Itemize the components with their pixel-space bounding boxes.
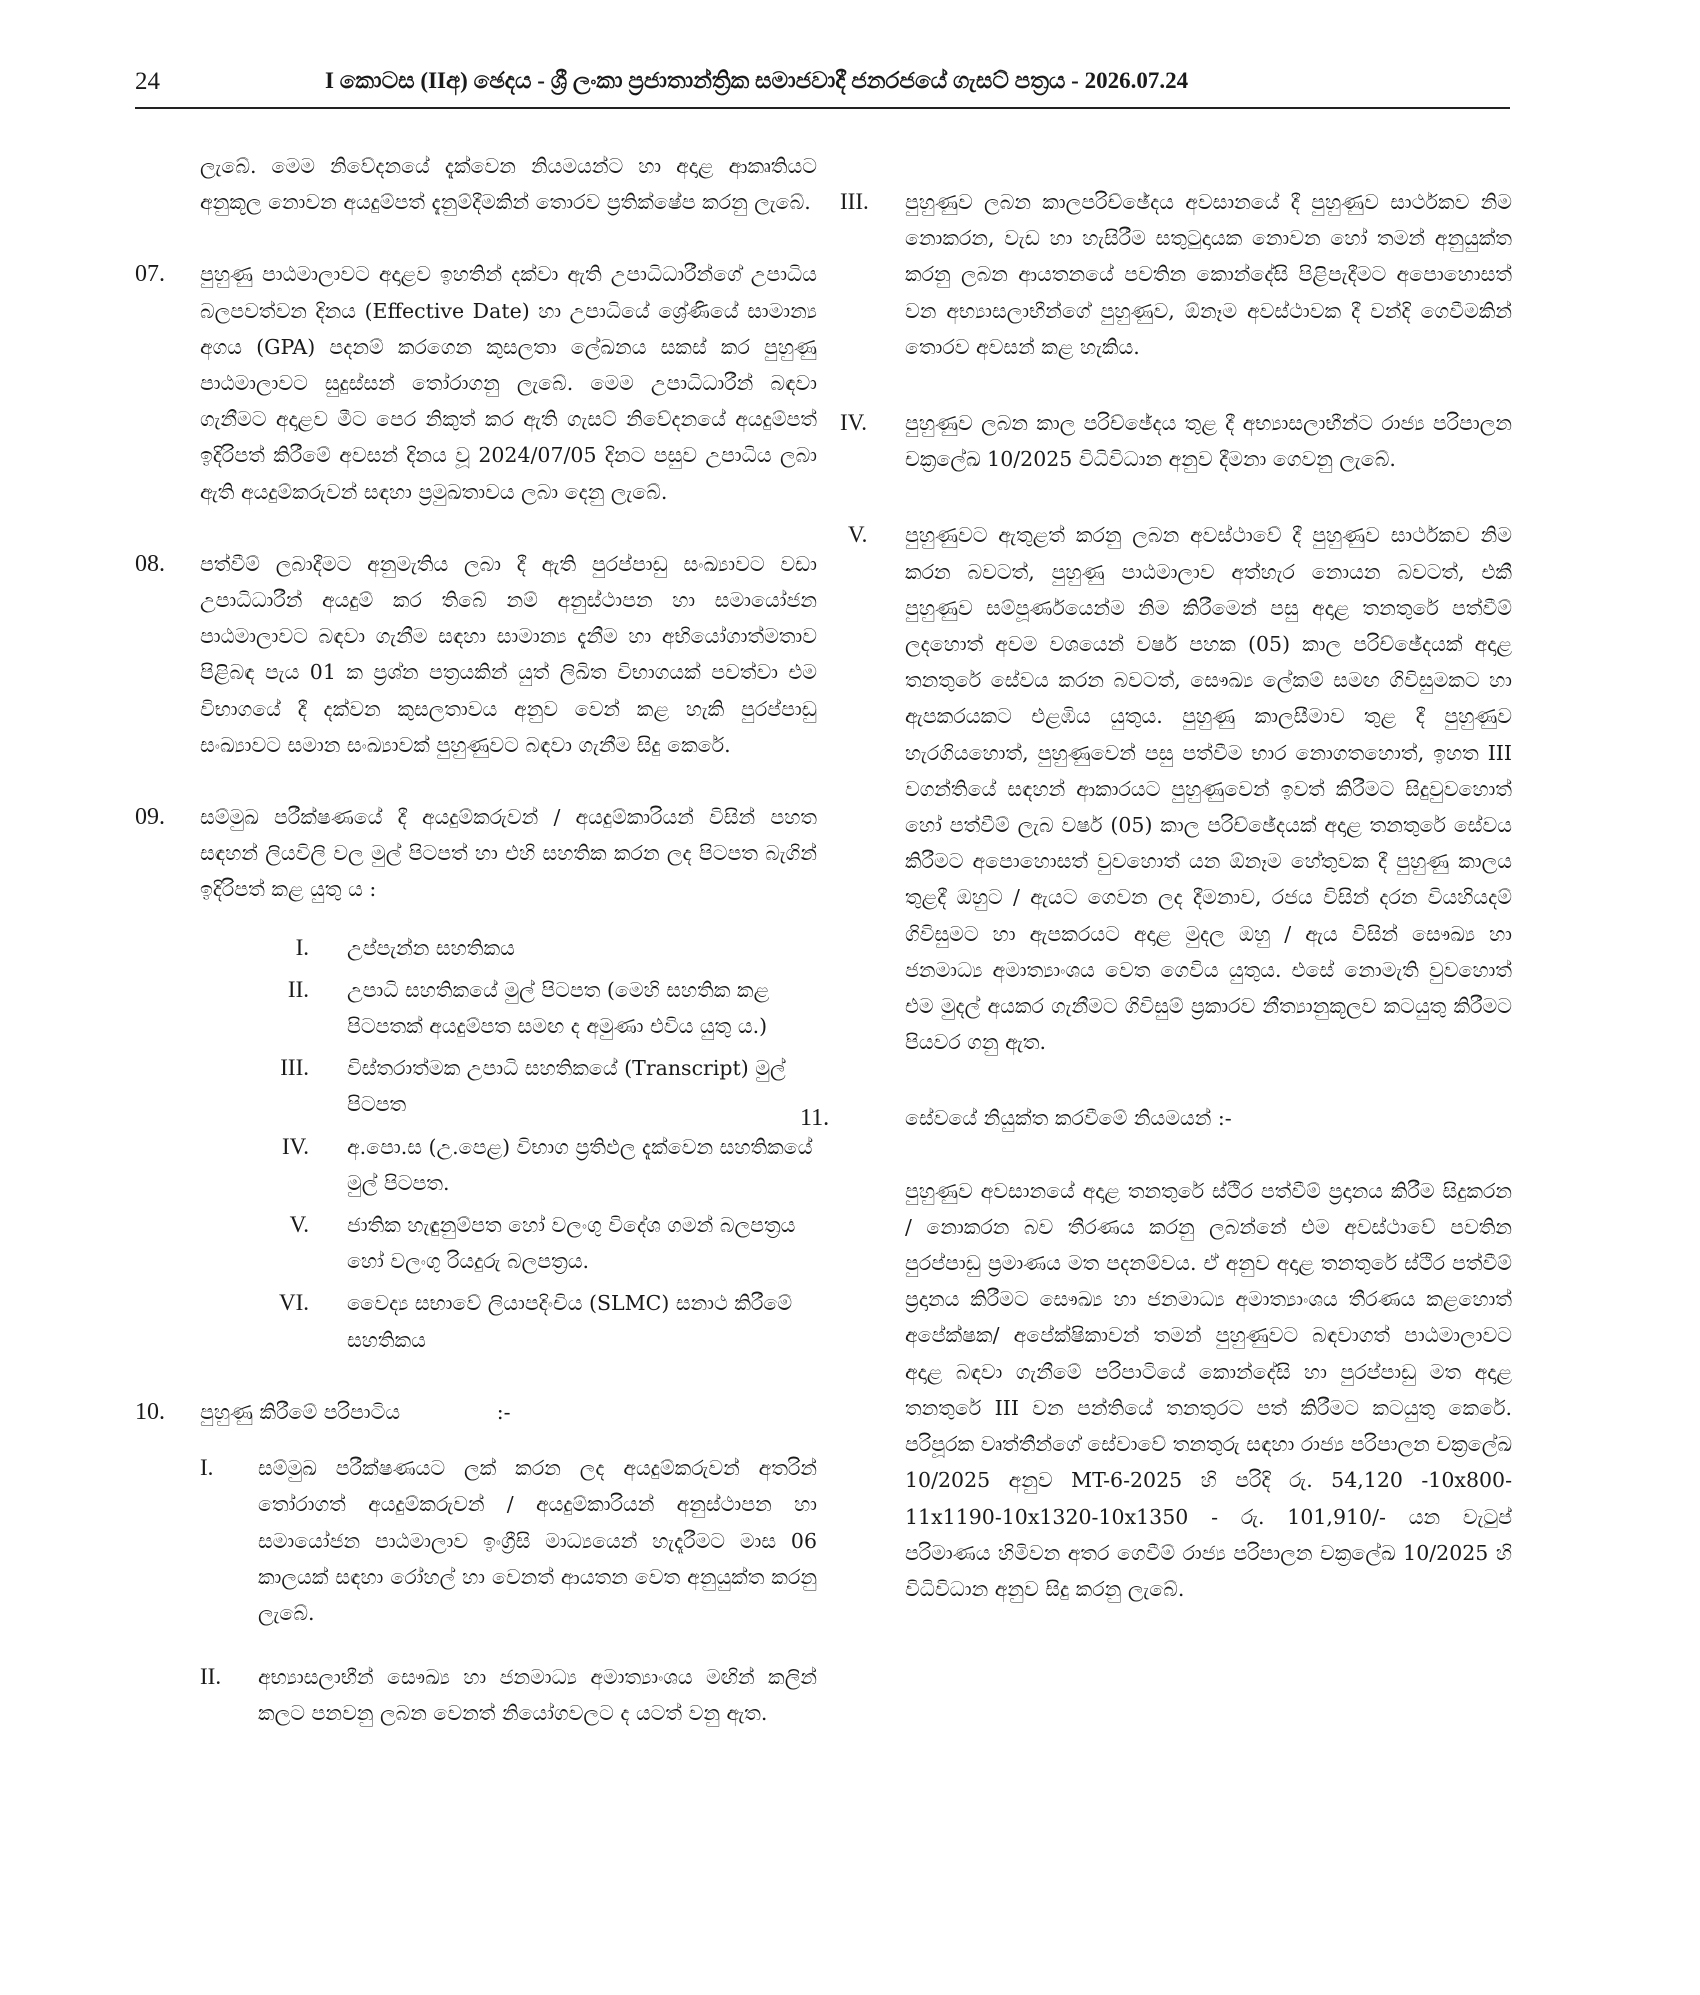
section-text: සම්මුඛ පරීක්ෂණයේ දී අයදුම්කරුවන් / අයදුම්කාරියන් විසින් පහත සඳහන් ලියවිලි වල මුල් පිටපත් හා එහි සහතික කරන ලද පිටපත බැගින් ඉදිරිපත් කළ යුතු ය :: [200, 805, 817, 902]
list-numeral: VI.: [278, 1290, 309, 1316]
section-07: [135, 256, 817, 509]
list-item: [247, 1285, 817, 1357]
clause-v: [840, 517, 1512, 1060]
header-rule: [135, 107, 1510, 109]
list-numeral: III.: [840, 189, 869, 214]
list-numeral: III.: [280, 1055, 309, 1081]
list-text: පුහුණුව ලබන කාලපරිච්ඡේදය අවසානයේ දී පුහුණුව සාර්ථකව නිම නොකරන, වැඩ හා හැසිරීම සතුටුදායක නොවන හෝ තමන් අනුයුක්ත කරනු ලබන ආයතනයේ පවතින කොන්දේසි පිළිපැදීමට අපොහොසත් වන අභ්‍යාසලාභීන්ගේ පුහුණුව, ඕනෑම අවස්ථාවක දී වන්දි ගෙවීමකින් තොරව අවසන් කළ හැකිය.: [905, 190, 1512, 359]
training-procedure-list: [200, 1450, 817, 1731]
list-item: [247, 972, 817, 1044]
section-11: [800, 1100, 1512, 1136]
list-text: ජාතික හැඳුනුම්පත හෝ වලංගු විදේශ ගමන් බලපත්‍රය හෝ වලංගු රියදුරු බලපත්‍රය.: [347, 1213, 796, 1274]
list-item: [247, 1207, 817, 1279]
list-text: අභ්‍යාසලාභීන් සෞඛ්‍ය හා ජනමාධ්‍ය අමාත්‍යාංශය මඟින් කලින් කලට පනවනු ලබන වෙනත් නියෝගවලට ද යටත් වනු ඇත.: [258, 1665, 817, 1726]
section-number: 11.: [800, 1105, 830, 1132]
list-item: [200, 1659, 817, 1731]
section-text: පුහුණු පාඨමාලාවට අදාළව ඉහතින් දක්වා ඇති උපාධිධාරීන්ගේ උපාධිය බලපවත්වන දිනය (Effective Date) හා උපාධියේ ශ්‍රේණියේ සාමාන්‍ය අගය (GPA) පදනම් කරගෙන කුසලතා ලේඛනය සකස් කර පුහුණු පාඨමාලාවට සුදුස්සන් තෝරාගනු ලැබේ. මෙම උපාධිධාරීන් බඳවා ගැනීමට අදාළව මීට පෙර නිකුත් කර ඇති ගැසට් නිවේදනයේ අයදුම්පත් ඉදිරිපත් කිරීමේ අවසන් දිනය වූ 2024/07/05 දිනට පසුව උපාධිය ලබා ඇති අයදුම්කරුවන් සඳහා ප්‍රමුඛතාවය ලබා දෙනු ලැබේ.: [200, 262, 817, 504]
list-text: අ.පො.ස (උ.පෙළ) විභාග ප්‍රතිඵල දැක්වෙන සහතිකයේ මුල් පිටපත.: [347, 1134, 813, 1195]
section-heading: [200, 1394, 817, 1430]
documents-list: [247, 930, 817, 1358]
section-heading-suffix: :-: [496, 1399, 511, 1424]
section-09: [135, 799, 817, 1358]
section-text: පත්වීම් ලබාදීමට අනුමැතිය ලබා දී ඇති පුරප්පාඩු සංඛ්‍යාවට වඩා උපාධිධාරීන් අයදුම් කර තිබේ නම් අනුස්ථාපන හා සමායෝජන පාඨමාලාවට බඳවා ගැනීම සඳහා සාමාන්‍ය දැනීම හා අභියෝගාත්මතාව පිළිබඳ පැය 01 ක ප්‍රශ්න පත්‍රයකින් යුත් ලිඛිත විභාගයක් පවත්වා එම විභාගයේ දී දක්වන කුසලතාවය අනුව වෙන් කළ හැකි පුරප්පාඩු සංඛ්‍යාවට සමාන සංඛ්‍යාවක් පුහුණුවට බඳවා ගැනීම සිදු කෙරේ.: [200, 551, 817, 757]
list-text: උපාධි සහතිකයේ මුල් පිටපත (මෙහි සහතික කළ පිටපතක් අයදුම්පත සමඟ ද අමුණා එවිය යුතු ය.): [347, 977, 770, 1039]
list-text: පුහුණුව ලබන කාල පරිච්ඡේදය තුළ දී අභ්‍යාසලාභීන්ට රාජ්‍ය පරිපාලන චක්‍රලේඛ 10/2025 විධිවිධාන අනුව දීමනා ගෙවනු ලැබේ.: [905, 411, 1512, 472]
right-column: [800, 148, 1512, 1607]
list-numeral: IV.: [281, 1133, 309, 1159]
list-numeral: I.: [200, 1455, 214, 1481]
list-item: [247, 930, 817, 966]
list-numeral: II.: [287, 976, 309, 1002]
list-text: සම්මුඛ පරීක්ෂණයට ලක් කරන ලද අයදුම්කරුවන් අතරින් තෝරාගත් අයදුම්කරුවන් / අයදුම්කාරියන් අනුස්ථාපන හා සමායෝජන පාඨමාලාව ඉංග්‍රීසි මාධ්‍යයෙන් හැදෑරීමට මාස 06 කාලයක් සඳහා රෝහල් හා වෙනත් ආයතන වෙත අනුයුක්ත කරනු ලැබේ.: [258, 1456, 817, 1625]
list-text: විස්තරාත්මක උපාධි සහතිකයේ (Transcript) මුල් පිටපත: [347, 1056, 786, 1117]
clause-iii: [840, 184, 1512, 365]
page-title: I කොටස (IIඅ) ඡෙදය - ශ්‍රී ලංකා ප්‍රජාතාන්ත්‍රික සමාජවාදී ජනරජයේ ගැසට් පත්‍රය - 2026.07.24: [325, 68, 1189, 93]
list-text: වෛද්‍ය සභාවේ ලියාපදිංචිය (SLMC) සනාථ කිරීමේ සහතිකය: [347, 1291, 793, 1352]
list-numeral: I.: [295, 934, 309, 960]
section-number: 09.: [135, 804, 165, 831]
section-number: 07.: [135, 261, 165, 288]
list-item: [247, 1050, 817, 1122]
page-header: [135, 68, 1510, 108]
section-11-text: පුහුණුව අවසානයේ අදාළ තනතුරේ ස්ථිර පත්වීම් ප්‍රදානය කිරීම සිදුකරන / නොකරන බව තීරණය කරනු ලබන්නේ එම අවස්ථාවේ පවතින පුරප්පාඩු ප්‍රමාණය මත පදනම්වය. ඒ අනුව අදාළ තනතුරේ ස්ථිර පත්වීම් ප්‍රදානය කිරීමට සෞඛ්‍ය හා ජනමාධ්‍ය අමාත්‍යාංශය තීරණය කළහොත් අපේක්ෂක/ අපේක්ෂිකාවන් තමන් පුහුණුවට බඳවාගත් පාඨමාලාවට අදාළ බඳවා ගැනීමේ පරිපාටියේ කොන්දේසි හා පුරප්පාඩු මත අදාළ තනතුරේ III වන පන්තියේ තනතුරට පත් කිරීමට කටයුතු කෙරේ. පරිපූරක වෘත්තීන්ගේ සේවාවේ තනතුරු සඳහා රාජ්‍ය පරිපාලන චක්‍රලේඛ 10/2025 අනුව MT-6-2025 හි පරිදි රු. 54,120 -10x800-11x1190-10x1320-10x1350 - රු. 101,910/- යන වැටුප් පරිමාණය හිමිවන අතර ගෙවීම් රාජ්‍ය පරිපාලන චක්‍රලේඛ 10/2025 හි විධිවිධාන අනුව සිදු කරනු ලැබේ.: [905, 1178, 1512, 1601]
left-column: [135, 148, 817, 1768]
page-number: 24: [135, 68, 160, 95]
list-text: පුහුණුවට ඇතුළත් කරනු ලබන අවස්ථාවේ දී පුහුණුව සාර්ථකව නිම කරන බවටත්, පුහුණු පාඨමාලාව අත්හැර නොයන බවටත්, එකී පුහුණුව සම්පූර්ණයෙන්ම නිම කිරීමෙන් පසු අදාළ තනතුරේ පත්වීම් ලදහොත් අවම වශයෙන් වර්ෂ පහක (05) කාල පරිච්ඡේදයක් අදාළ තනතුරේ සේවය කරන බවටත්, සෞඛ්‍ය ලේකම් සමඟ ගිවිසුමකට හා ඇපකරයකට එළඹිය යුතුය. පුහුණු කාලසීමාව තුළ දී පුහුණුව හැරගියහොත්, පුහුණුවෙන් පසු පත්වීම භාර නොගතහොත්, ඉහත III වගන්තියේ සඳහන් ආකාරයට පුහුණුවෙන් ඉවත් කිරීමට සිදුවුවහොත් හෝ පත්වීම් ලැබ වර්ෂ (05) කාල පරිච්ඡේදයක් අදාළ තනතුරේ සේවය කිරීමට අපොහොසත් වුවහොත් යන ඕනෑම හේතුවක දී පුහුණු කාලය තුළදී ඔහුට / ඇයට ගෙවන ලද දීමනාව, රජය විසින් දරන වියහියදම් ගිවිසුමට හා ඇපකරයට අදාළ මුදල ඔහු / ඇය විසින් සෞඛ්‍ය හා ජනමාධ්‍ය අමාත්‍යාංශය වෙත ගෙවිය යුතුය. එසේ නොමැති වුවහොත් එම මුදල් අයකර ගැනීමට ගිවිසුම් ප්‍රකාරව නීත්‍යානුකූලව කටයුතු කිරීමට පියවර ගනු ඇත.: [905, 523, 1512, 1055]
list-numeral: II.: [200, 1664, 222, 1690]
intro-paragraph: ලැබේ. මෙම නිවේදනයේ දැක්වෙන නියමයන්ට හා අදාළ ආකෘතියට අනුකූල නොවන අයදුම්පත් දැනුම්දීමකින් තොරව ප්‍රතික්ෂේප කරනු ලැබේ.: [200, 154, 817, 215]
section-10: [135, 1394, 817, 1732]
section-heading: සේවයේ නියුක්ත කරවීමේ නියමයන් :-: [905, 1106, 1232, 1131]
list-numeral: V.: [848, 522, 868, 548]
list-numeral: V.: [289, 1212, 309, 1238]
section-number: 08.: [135, 550, 165, 577]
section-08: [135, 546, 817, 763]
list-item: [200, 1450, 817, 1631]
list-numeral: IV.: [840, 410, 868, 436]
clause-iv: [840, 405, 1512, 477]
list-item: [247, 1129, 817, 1201]
section-heading-text: පුහුණු කිරීමේ පරිපාටිය: [200, 1399, 401, 1424]
list-text: උප්පැන්න සහතිකය: [347, 935, 515, 960]
section-number: 10.: [135, 1398, 165, 1425]
